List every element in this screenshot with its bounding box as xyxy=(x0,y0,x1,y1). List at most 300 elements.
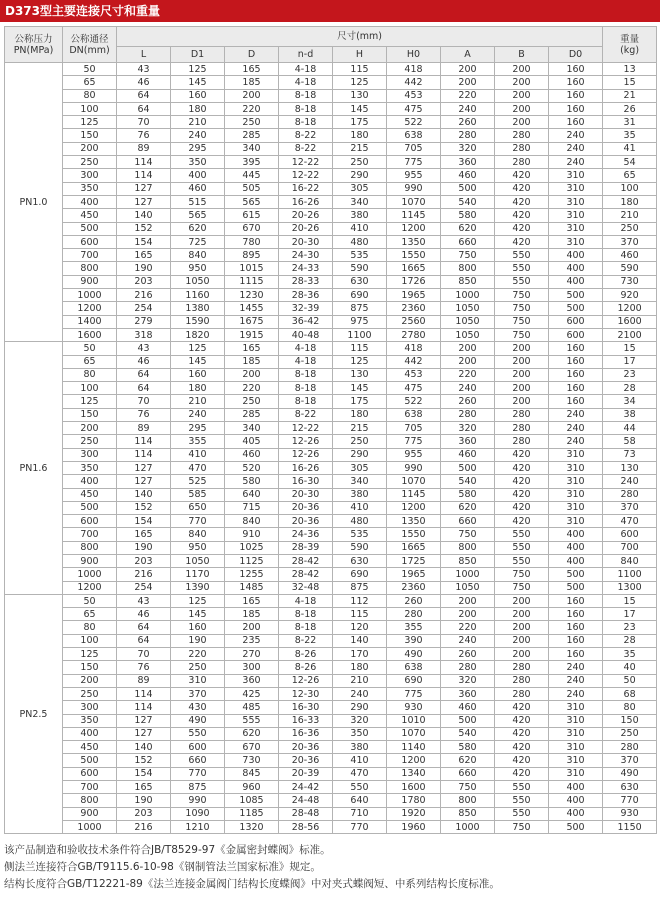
height-h0-cell: 1600 xyxy=(387,781,441,794)
height-h-cell: 140 xyxy=(333,634,387,647)
pressure-group-label: PN2.5 xyxy=(5,594,63,833)
weight-cell: 240 xyxy=(603,475,657,488)
flange-diameter-d-cell: 185 xyxy=(225,608,279,621)
bolt-holes-nd-cell: 4-18 xyxy=(279,342,333,355)
bolt-holes-nd-cell: 4-18 xyxy=(279,76,333,89)
dimension-b-cell: 750 xyxy=(495,315,549,328)
table-row xyxy=(5,382,657,395)
weight-cell: 34 xyxy=(603,395,657,408)
bolt-holes-nd-cell: 16-33 xyxy=(279,714,333,727)
flange-diameter-d-cell: 780 xyxy=(225,235,279,248)
height-h0-cell: 1070 xyxy=(387,727,441,740)
height-h0-cell: 1725 xyxy=(387,554,441,567)
table-row xyxy=(5,142,657,155)
nominal-diameter-cell: 450 xyxy=(63,209,117,222)
bolt-circle-d1-cell: 310 xyxy=(171,674,225,687)
nominal-diameter-cell: 1200 xyxy=(63,581,117,594)
bolt-circle-d1-cell: 565 xyxy=(171,209,225,222)
dimension-a-cell: 1050 xyxy=(441,315,495,328)
height-h-cell: 180 xyxy=(333,129,387,142)
height-h-cell: 180 xyxy=(333,408,387,421)
nominal-diameter-cell: 1200 xyxy=(63,302,117,315)
height-h0-cell: 475 xyxy=(387,382,441,395)
weight-cell: 58 xyxy=(603,435,657,448)
length-l-cell: 70 xyxy=(117,116,171,129)
weight-cell: 73 xyxy=(603,448,657,461)
handwheel-d0-cell: 310 xyxy=(549,767,603,780)
table-row xyxy=(5,594,657,607)
table-row xyxy=(5,674,657,687)
height-h-cell: 410 xyxy=(333,754,387,767)
height-h-cell: 380 xyxy=(333,209,387,222)
table-row xyxy=(5,262,657,275)
bolt-holes-nd-cell: 28-39 xyxy=(279,541,333,554)
dimension-a-cell: 460 xyxy=(441,169,495,182)
bolt-holes-nd-cell: 8-18 xyxy=(279,116,333,129)
height-h-cell: 480 xyxy=(333,515,387,528)
height-h-cell: 290 xyxy=(333,701,387,714)
bolt-holes-nd-cell: 20-30 xyxy=(279,488,333,501)
flange-diameter-d-cell: 200 xyxy=(225,621,279,634)
height-h-cell: 250 xyxy=(333,156,387,169)
bolt-holes-nd-cell: 16-22 xyxy=(279,182,333,195)
bolt-holes-nd-cell: 20-30 xyxy=(279,235,333,248)
flange-diameter-d-cell: 300 xyxy=(225,661,279,674)
handwheel-d0-cell: 160 xyxy=(549,116,603,129)
height-h-cell: 290 xyxy=(333,448,387,461)
length-l-cell: 154 xyxy=(117,515,171,528)
nominal-diameter-cell: 800 xyxy=(63,262,117,275)
height-h-cell: 410 xyxy=(333,501,387,514)
dimension-a-cell: 320 xyxy=(441,142,495,155)
length-l-cell: 127 xyxy=(117,461,171,474)
height-h0-cell: 418 xyxy=(387,63,441,76)
height-h0-cell: 1965 xyxy=(387,289,441,302)
bolt-holes-nd-cell: 28-33 xyxy=(279,275,333,288)
bolt-holes-nd-cell: 8-22 xyxy=(279,129,333,142)
flange-diameter-d-cell: 395 xyxy=(225,156,279,169)
bolt-circle-d1-cell: 370 xyxy=(171,687,225,700)
weight-cell: 100 xyxy=(603,182,657,195)
length-l-cell: 127 xyxy=(117,475,171,488)
length-l-cell: 152 xyxy=(117,754,171,767)
bolt-holes-nd-cell: 8-26 xyxy=(279,661,333,674)
height-h-cell: 380 xyxy=(333,488,387,501)
height-h-cell: 175 xyxy=(333,395,387,408)
flange-diameter-d-cell: 1455 xyxy=(225,302,279,315)
dimension-b-cell: 750 xyxy=(495,289,549,302)
dimension-a-cell: 660 xyxy=(441,235,495,248)
length-l-cell: 190 xyxy=(117,794,171,807)
dimension-b-cell: 420 xyxy=(495,222,549,235)
table-row xyxy=(5,501,657,514)
height-h-cell: 305 xyxy=(333,182,387,195)
table-row xyxy=(5,368,657,381)
height-h-cell: 710 xyxy=(333,807,387,820)
handwheel-d0-cell: 160 xyxy=(549,342,603,355)
length-l-cell: 140 xyxy=(117,488,171,501)
bolt-holes-nd-cell: 8-22 xyxy=(279,634,333,647)
length-l-cell: 203 xyxy=(117,554,171,567)
height-h-cell: 145 xyxy=(333,102,387,115)
bolt-holes-nd-cell: 12-22 xyxy=(279,156,333,169)
height-h0-cell: 2360 xyxy=(387,302,441,315)
height-h0-cell: 1350 xyxy=(387,235,441,248)
dimension-a-cell: 320 xyxy=(441,674,495,687)
weight-cell: 26 xyxy=(603,102,657,115)
dimension-a-cell: 280 xyxy=(441,408,495,421)
height-h-cell: 340 xyxy=(333,195,387,208)
dimension-a-cell: 620 xyxy=(441,754,495,767)
bolt-holes-nd-cell: 8-18 xyxy=(279,608,333,621)
handwheel-d0-cell: 310 xyxy=(549,714,603,727)
column-header-d0: D0 xyxy=(549,47,603,63)
nominal-diameter-cell: 150 xyxy=(63,661,117,674)
table-row xyxy=(5,515,657,528)
table-row xyxy=(5,182,657,195)
flange-diameter-d-cell: 505 xyxy=(225,182,279,195)
flange-diameter-d-cell: 460 xyxy=(225,448,279,461)
handwheel-d0-cell: 500 xyxy=(549,581,603,594)
height-h0-cell: 1665 xyxy=(387,262,441,275)
weight-cell: 470 xyxy=(603,515,657,528)
weight-cell: 590 xyxy=(603,262,657,275)
nominal-diameter-cell: 65 xyxy=(63,608,117,621)
bolt-circle-d1-cell: 1090 xyxy=(171,807,225,820)
length-l-cell: 279 xyxy=(117,315,171,328)
nominal-diameter-cell: 700 xyxy=(63,781,117,794)
height-h-cell: 112 xyxy=(333,594,387,607)
nominal-diameter-cell: 900 xyxy=(63,275,117,288)
flange-diameter-d-cell: 565 xyxy=(225,195,279,208)
handwheel-d0-cell: 240 xyxy=(549,142,603,155)
weight-cell: 23 xyxy=(603,621,657,634)
height-h-cell: 590 xyxy=(333,541,387,554)
dimension-a-cell: 850 xyxy=(441,275,495,288)
dimension-b-cell: 550 xyxy=(495,249,549,262)
handwheel-d0-cell: 310 xyxy=(549,195,603,208)
dimension-b-cell: 750 xyxy=(495,581,549,594)
table-row xyxy=(5,794,657,807)
height-h0-cell: 930 xyxy=(387,701,441,714)
height-h0-cell: 1665 xyxy=(387,541,441,554)
flange-diameter-d-cell: 670 xyxy=(225,222,279,235)
bolt-circle-d1-cell: 1390 xyxy=(171,581,225,594)
nominal-diameter-cell: 200 xyxy=(63,422,117,435)
table-row xyxy=(5,448,657,461)
dimension-a-cell: 540 xyxy=(441,195,495,208)
footnote-manufacturing-standard: 该产品制造和验收技术条件符合JB/T8529-97《金属密封蝶阀》标准。 xyxy=(4,844,331,857)
length-l-cell: 43 xyxy=(117,342,171,355)
bolt-circle-d1-cell: 650 xyxy=(171,501,225,514)
bolt-circle-d1-cell: 210 xyxy=(171,116,225,129)
flange-diameter-d-cell: 220 xyxy=(225,102,279,115)
footnotes xyxy=(4,842,656,893)
table-row xyxy=(5,129,657,142)
length-l-cell: 203 xyxy=(117,275,171,288)
bolt-circle-d1-cell: 1210 xyxy=(171,820,225,833)
table-row xyxy=(5,342,657,355)
dimension-a-cell: 1050 xyxy=(441,581,495,594)
height-h0-cell: 690 xyxy=(387,674,441,687)
flange-diameter-d-cell: 845 xyxy=(225,767,279,780)
bolt-circle-d1-cell: 210 xyxy=(171,395,225,408)
height-h0-cell: 1726 xyxy=(387,275,441,288)
flange-diameter-d-cell: 1320 xyxy=(225,820,279,833)
dimension-a-cell: 800 xyxy=(441,262,495,275)
weight-cell: 770 xyxy=(603,794,657,807)
footnote-length-standard: 结构长度符合GB/T12221-89《法兰连接金属阀门结构长度蝶阀》中对夹式蝶阀短、中系列结构长度标准。 xyxy=(4,878,500,891)
flange-diameter-d-cell: 285 xyxy=(225,129,279,142)
height-h0-cell: 280 xyxy=(387,608,441,621)
column-header-l: L xyxy=(117,47,171,63)
weight-cell: 370 xyxy=(603,754,657,767)
handwheel-d0-cell: 600 xyxy=(549,328,603,341)
height-h-cell: 290 xyxy=(333,169,387,182)
dimension-a-cell: 580 xyxy=(441,741,495,754)
dimension-b-cell: 200 xyxy=(495,116,549,129)
length-l-cell: 46 xyxy=(117,76,171,89)
height-h-cell: 410 xyxy=(333,222,387,235)
weight-cell: 35 xyxy=(603,129,657,142)
height-h-cell: 875 xyxy=(333,302,387,315)
bolt-circle-d1-cell: 1590 xyxy=(171,315,225,328)
height-h-cell: 130 xyxy=(333,89,387,102)
height-h-cell: 305 xyxy=(333,461,387,474)
bolt-circle-d1-cell: 295 xyxy=(171,142,225,155)
handwheel-d0-cell: 160 xyxy=(549,76,603,89)
bolt-circle-d1-cell: 240 xyxy=(171,408,225,421)
length-l-cell: 154 xyxy=(117,767,171,780)
table-row xyxy=(5,116,657,129)
dimension-b-cell: 200 xyxy=(495,368,549,381)
dimension-a-cell: 200 xyxy=(441,594,495,607)
bolt-circle-d1-cell: 600 xyxy=(171,741,225,754)
table-row xyxy=(5,488,657,501)
table-row xyxy=(5,249,657,262)
bolt-circle-d1-cell: 620 xyxy=(171,222,225,235)
bolt-holes-nd-cell: 24-48 xyxy=(279,794,333,807)
length-l-cell: 114 xyxy=(117,169,171,182)
handwheel-d0-cell: 310 xyxy=(549,475,603,488)
bolt-holes-nd-cell: 20-36 xyxy=(279,754,333,767)
dimension-b-cell: 420 xyxy=(495,182,549,195)
nominal-diameter-cell: 1000 xyxy=(63,289,117,302)
handwheel-d0-cell: 310 xyxy=(549,182,603,195)
height-h0-cell: 1010 xyxy=(387,714,441,727)
bolt-holes-nd-cell: 24-33 xyxy=(279,262,333,275)
dimension-a-cell: 220 xyxy=(441,621,495,634)
height-h0-cell: 638 xyxy=(387,129,441,142)
nominal-diameter-cell: 350 xyxy=(63,182,117,195)
bolt-holes-nd-cell: 20-36 xyxy=(279,741,333,754)
handwheel-d0-cell: 310 xyxy=(549,701,603,714)
bolt-circle-d1-cell: 515 xyxy=(171,195,225,208)
table-row xyxy=(5,461,657,474)
bolt-circle-d1-cell: 410 xyxy=(171,448,225,461)
nominal-diameter-cell: 150 xyxy=(63,408,117,421)
flange-diameter-d-cell: 270 xyxy=(225,648,279,661)
bolt-holes-nd-cell: 24-42 xyxy=(279,781,333,794)
height-h-cell: 130 xyxy=(333,368,387,381)
flange-diameter-d-cell: 555 xyxy=(225,714,279,727)
bolt-holes-nd-cell: 8-22 xyxy=(279,142,333,155)
length-l-cell: 46 xyxy=(117,355,171,368)
weight-cell: 920 xyxy=(603,289,657,302)
nominal-diameter-cell: 300 xyxy=(63,701,117,714)
dimension-b-cell: 420 xyxy=(495,448,549,461)
height-h-cell: 470 xyxy=(333,767,387,780)
table-row xyxy=(5,541,657,554)
nominal-diameter-cell: 1400 xyxy=(63,315,117,328)
nominal-diameter-cell: 100 xyxy=(63,102,117,115)
length-l-cell: 89 xyxy=(117,674,171,687)
handwheel-d0-cell: 500 xyxy=(549,302,603,315)
nominal-diameter-cell: 400 xyxy=(63,195,117,208)
handwheel-d0-cell: 160 xyxy=(549,621,603,634)
bolt-holes-nd-cell: 28-42 xyxy=(279,554,333,567)
weight-cell: 40 xyxy=(603,661,657,674)
dimension-a-cell: 800 xyxy=(441,794,495,807)
bolt-circle-d1-cell: 180 xyxy=(171,102,225,115)
nominal-diameter-cell: 900 xyxy=(63,554,117,567)
height-h0-cell: 1200 xyxy=(387,501,441,514)
handwheel-d0-cell: 400 xyxy=(549,807,603,820)
bolt-holes-nd-cell: 16-26 xyxy=(279,461,333,474)
height-h-cell: 690 xyxy=(333,289,387,302)
table-row xyxy=(5,302,657,315)
flange-diameter-d-cell: 910 xyxy=(225,528,279,541)
handwheel-d0-cell: 160 xyxy=(549,63,603,76)
height-h0-cell: 453 xyxy=(387,368,441,381)
flange-diameter-d-cell: 1915 xyxy=(225,328,279,341)
dimension-a-cell: 200 xyxy=(441,63,495,76)
height-h0-cell: 442 xyxy=(387,76,441,89)
dimension-a-cell: 500 xyxy=(441,714,495,727)
dimension-a-cell: 200 xyxy=(441,355,495,368)
handwheel-d0-cell: 310 xyxy=(549,235,603,248)
height-h0-cell: 1070 xyxy=(387,475,441,488)
nominal-diameter-cell: 800 xyxy=(63,541,117,554)
table-row xyxy=(5,222,657,235)
dimension-b-cell: 280 xyxy=(495,674,549,687)
length-l-cell: 114 xyxy=(117,435,171,448)
handwheel-d0-cell: 400 xyxy=(549,528,603,541)
bolt-holes-nd-cell: 36-42 xyxy=(279,315,333,328)
nominal-diameter-cell: 65 xyxy=(63,355,117,368)
column-header-n-d: n-d xyxy=(279,47,333,63)
flange-diameter-d-cell: 840 xyxy=(225,515,279,528)
bolt-circle-d1-cell: 430 xyxy=(171,701,225,714)
dimension-b-cell: 200 xyxy=(495,621,549,634)
dimension-a-cell: 460 xyxy=(441,701,495,714)
header-unit-line: (kg) xyxy=(620,44,640,56)
bolt-circle-d1-cell: 950 xyxy=(171,262,225,275)
nominal-diameter-cell: 200 xyxy=(63,674,117,687)
handwheel-d0-cell: 400 xyxy=(549,541,603,554)
nominal-diameter-cell: 125 xyxy=(63,116,117,129)
dimension-b-cell: 200 xyxy=(495,355,549,368)
dimension-b-cell: 750 xyxy=(495,302,549,315)
weight-cell: 1150 xyxy=(603,820,657,833)
weight-cell: 210 xyxy=(603,209,657,222)
handwheel-d0-cell: 240 xyxy=(549,435,603,448)
length-l-cell: 76 xyxy=(117,408,171,421)
handwheel-d0-cell: 240 xyxy=(549,156,603,169)
bolt-holes-nd-cell: 20-39 xyxy=(279,767,333,780)
dimension-b-cell: 200 xyxy=(495,76,549,89)
table-row xyxy=(5,102,657,115)
handwheel-d0-cell: 310 xyxy=(549,448,603,461)
height-h0-cell: 1780 xyxy=(387,794,441,807)
dimension-b-cell: 420 xyxy=(495,209,549,222)
dimension-b-cell: 200 xyxy=(495,634,549,647)
nominal-diameter-cell: 300 xyxy=(63,169,117,182)
weight-cell: 490 xyxy=(603,767,657,780)
dimension-a-cell: 200 xyxy=(441,76,495,89)
handwheel-d0-cell: 310 xyxy=(549,461,603,474)
weight-cell: 80 xyxy=(603,701,657,714)
nominal-diameter-cell: 100 xyxy=(63,382,117,395)
nominal-diameter-cell: 50 xyxy=(63,63,117,76)
nominal-diameter-cell: 450 xyxy=(63,741,117,754)
dimension-a-cell: 280 xyxy=(441,661,495,674)
handwheel-d0-cell: 240 xyxy=(549,687,603,700)
flange-diameter-d-cell: 250 xyxy=(225,116,279,129)
nominal-diameter-cell: 250 xyxy=(63,435,117,448)
height-h0-cell: 2360 xyxy=(387,581,441,594)
weight-cell: 1600 xyxy=(603,315,657,328)
height-h-cell: 320 xyxy=(333,714,387,727)
dimension-a-cell: 580 xyxy=(441,488,495,501)
nominal-diameter-cell: 250 xyxy=(63,687,117,700)
height-h-cell: 690 xyxy=(333,568,387,581)
height-h0-cell: 1200 xyxy=(387,754,441,767)
table-row xyxy=(5,820,657,833)
bolt-holes-nd-cell: 16-26 xyxy=(279,195,333,208)
height-h-cell: 590 xyxy=(333,262,387,275)
height-h0-cell: 453 xyxy=(387,89,441,102)
nominal-diameter-cell: 125 xyxy=(63,395,117,408)
bolt-circle-d1-cell: 1050 xyxy=(171,554,225,567)
dimension-a-cell: 1050 xyxy=(441,302,495,315)
table-row xyxy=(5,156,657,169)
bolt-holes-nd-cell: 28-48 xyxy=(279,807,333,820)
weight-cell: 150 xyxy=(603,714,657,727)
bolt-holes-nd-cell: 8-18 xyxy=(279,102,333,115)
nominal-diameter-cell: 350 xyxy=(63,461,117,474)
column-header-h0: H0 xyxy=(387,47,441,63)
weight-cell: 730 xyxy=(603,275,657,288)
handwheel-d0-cell: 160 xyxy=(549,382,603,395)
table-row xyxy=(5,648,657,661)
height-h0-cell: 1140 xyxy=(387,741,441,754)
length-l-cell: 114 xyxy=(117,448,171,461)
bolt-holes-nd-cell: 4-18 xyxy=(279,63,333,76)
bolt-holes-nd-cell: 12-26 xyxy=(279,674,333,687)
weight-cell: 130 xyxy=(603,461,657,474)
dimension-a-cell: 220 xyxy=(441,368,495,381)
dimension-b-cell: 280 xyxy=(495,129,549,142)
nominal-diameter-cell: 900 xyxy=(63,807,117,820)
nominal-diameter-cell: 250 xyxy=(63,156,117,169)
height-h0-cell: 990 xyxy=(387,182,441,195)
height-h0-cell: 2560 xyxy=(387,315,441,328)
bolt-circle-d1-cell: 990 xyxy=(171,794,225,807)
height-h-cell: 240 xyxy=(333,687,387,700)
bolt-circle-d1-cell: 160 xyxy=(171,89,225,102)
table-row xyxy=(5,754,657,767)
